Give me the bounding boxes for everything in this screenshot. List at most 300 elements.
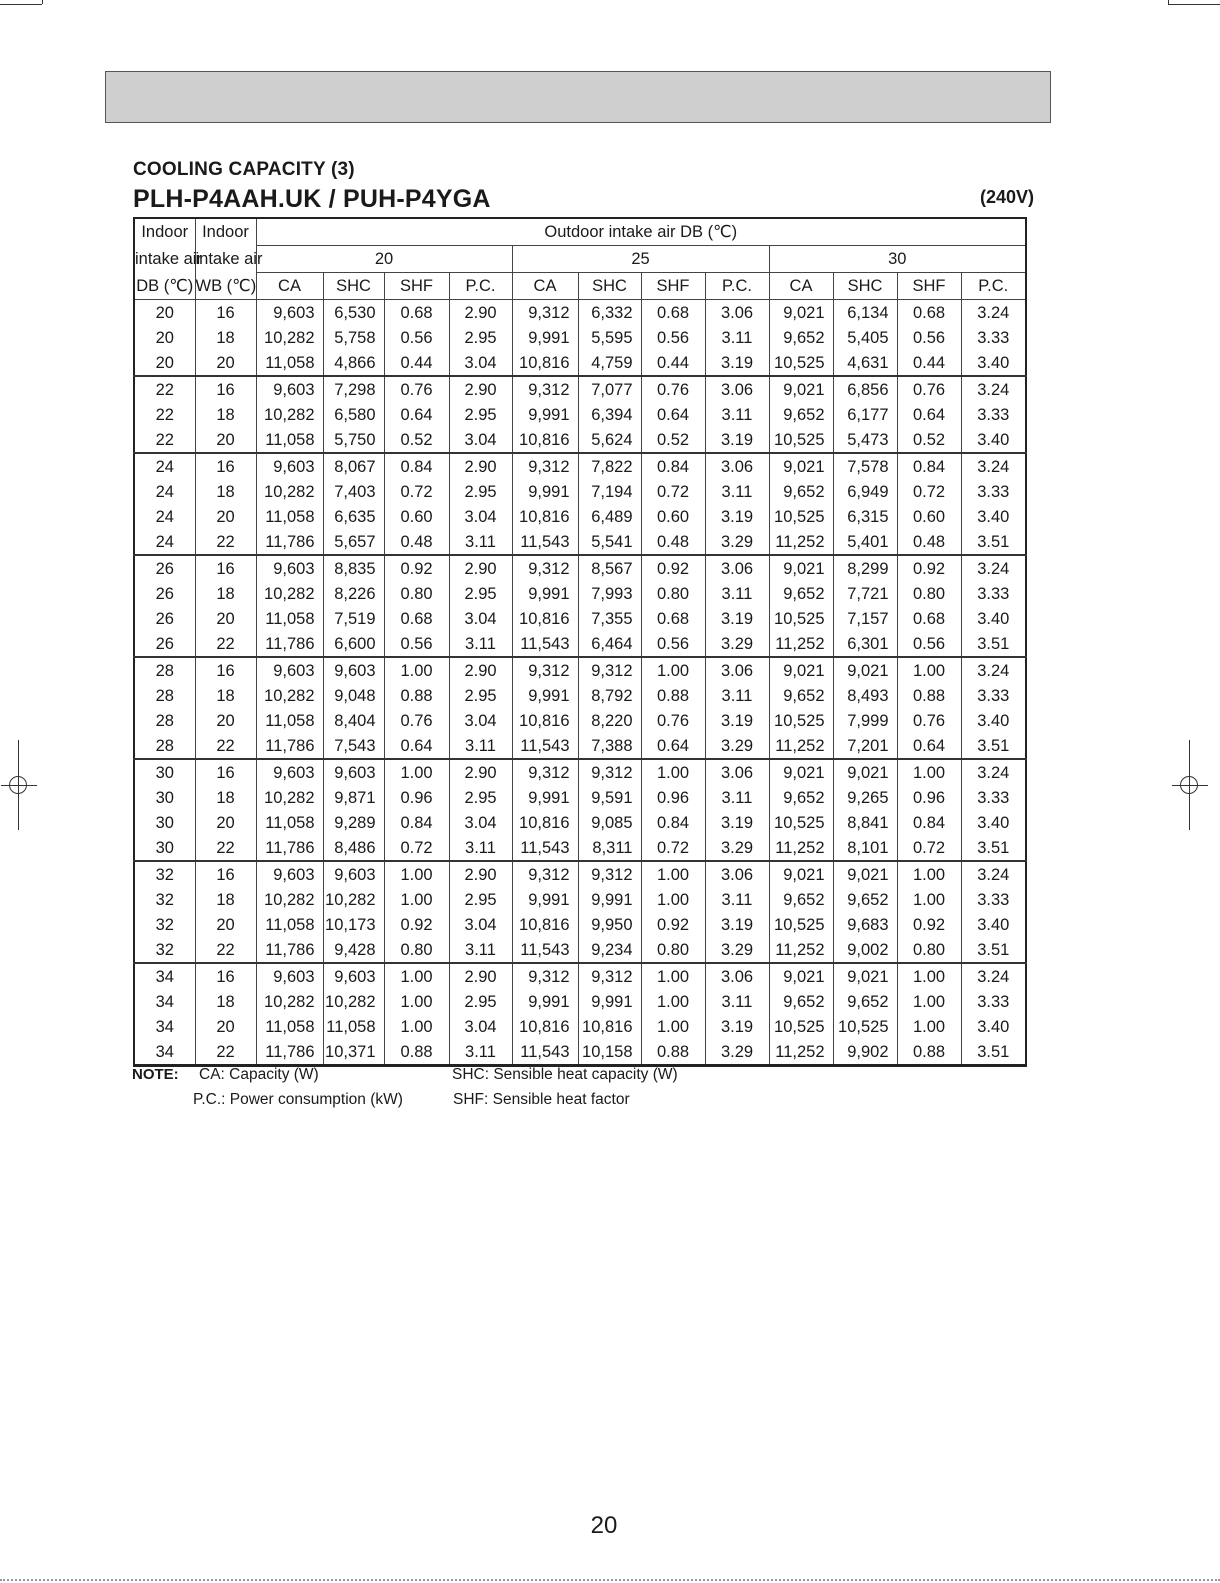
ca-cell: 10,282 bbox=[256, 325, 323, 350]
shf-cell: 0.88 bbox=[641, 683, 705, 708]
shc-cell: 8,792 bbox=[578, 683, 641, 708]
shf-cell: 0.96 bbox=[641, 785, 705, 810]
shc-cell: 6,600 bbox=[323, 631, 384, 657]
shc-cell: 10,816 bbox=[578, 1014, 641, 1039]
shf-cell: 0.76 bbox=[384, 376, 449, 402]
crop-mark-top-right bbox=[1168, 4, 1220, 5]
shf-cell: 1.00 bbox=[897, 657, 961, 683]
note-shc: SHC: Sensible heat capacity (W) bbox=[452, 1066, 678, 1083]
ca-cell: 10,282 bbox=[256, 479, 323, 504]
sub-header-ca-30: CA bbox=[769, 273, 833, 300]
bottom-dotted-line bbox=[0, 1579, 1220, 1581]
indoor-wb-cell: 22 bbox=[195, 631, 256, 657]
sub-header-shf-20: SHF bbox=[384, 273, 449, 300]
shc-cell: 7,519 bbox=[323, 606, 384, 631]
table-row bbox=[134, 325, 1026, 350]
indoor-db-cell: 30 bbox=[134, 835, 195, 861]
shc-cell: 8,101 bbox=[833, 835, 897, 861]
shc-cell: 9,021 bbox=[833, 861, 897, 887]
ca-cell: 11,786 bbox=[256, 835, 323, 861]
ca-cell: 9,603 bbox=[256, 453, 323, 479]
shf-cell: 0.88 bbox=[384, 1039, 449, 1066]
shc-cell: 9,603 bbox=[323, 759, 384, 785]
indoor-db-cell: 30 bbox=[134, 810, 195, 835]
shc-cell: 8,067 bbox=[323, 453, 384, 479]
shf-cell: 0.80 bbox=[897, 937, 961, 963]
indoor-wb-cell: 18 bbox=[195, 683, 256, 708]
shc-cell: 9,603 bbox=[323, 861, 384, 887]
indoor-db-cell: 24 bbox=[134, 504, 195, 529]
indoor-db-cell: 20 bbox=[134, 325, 195, 350]
shf-cell: 0.76 bbox=[897, 376, 961, 402]
ca-cell: 10,282 bbox=[256, 989, 323, 1014]
table-row bbox=[134, 350, 1026, 376]
pc-cell: 2.95 bbox=[449, 887, 512, 912]
shf-cell: 1.00 bbox=[897, 759, 961, 785]
ca-cell: 9,652 bbox=[769, 785, 833, 810]
table-row bbox=[134, 529, 1026, 555]
shc-cell: 7,388 bbox=[578, 733, 641, 759]
shc-cell: 6,856 bbox=[833, 376, 897, 402]
shc-cell: 5,624 bbox=[578, 427, 641, 453]
shc-cell: 9,021 bbox=[833, 963, 897, 989]
ca-cell: 11,252 bbox=[769, 631, 833, 657]
pc-cell: 2.90 bbox=[449, 555, 512, 581]
shc-cell: 9,312 bbox=[578, 759, 641, 785]
ca-cell: 9,603 bbox=[256, 963, 323, 989]
table-row bbox=[134, 759, 1026, 785]
shf-cell: 1.00 bbox=[384, 657, 449, 683]
ca-cell: 9,021 bbox=[769, 759, 833, 785]
ca-cell: 9,021 bbox=[769, 861, 833, 887]
ca-cell: 10,525 bbox=[769, 504, 833, 529]
shc-cell: 6,134 bbox=[833, 300, 897, 326]
table-row bbox=[134, 963, 1026, 989]
ca-cell: 11,786 bbox=[256, 733, 323, 759]
voltage-label: (240V) bbox=[979, 187, 1034, 207]
shf-cell: 0.64 bbox=[384, 733, 449, 759]
shc-cell: 9,991 bbox=[578, 989, 641, 1014]
shf-cell: 0.44 bbox=[641, 350, 705, 376]
table-row bbox=[134, 581, 1026, 606]
pc-cell: 2.95 bbox=[449, 402, 512, 427]
pc-cell: 2.90 bbox=[449, 861, 512, 887]
ca-cell: 9,603 bbox=[256, 376, 323, 402]
table-row bbox=[134, 453, 1026, 479]
outdoor-temp-30: 30 bbox=[769, 246, 1026, 273]
table-row bbox=[134, 504, 1026, 529]
shf-cell: 1.00 bbox=[897, 963, 961, 989]
ca-cell: 10,816 bbox=[512, 350, 578, 376]
indoor-wb-cell: 20 bbox=[195, 350, 256, 376]
shc-cell: 8,567 bbox=[578, 555, 641, 581]
shf-cell: 0.96 bbox=[897, 785, 961, 810]
registration-mark-right bbox=[1172, 768, 1208, 804]
shc-cell: 9,950 bbox=[578, 912, 641, 937]
shf-cell: 0.84 bbox=[384, 810, 449, 835]
indoor-db-cell: 28 bbox=[134, 657, 195, 683]
shf-cell: 1.00 bbox=[384, 887, 449, 912]
shf-cell: 0.72 bbox=[384, 479, 449, 504]
indoor-wb-cell: 18 bbox=[195, 402, 256, 427]
pc-cell: 3.19 bbox=[705, 810, 769, 835]
ca-cell: 11,786 bbox=[256, 631, 323, 657]
table-row bbox=[134, 300, 1026, 326]
shf-cell: 0.92 bbox=[641, 555, 705, 581]
shc-cell: 6,315 bbox=[833, 504, 897, 529]
sub-header-pc-30: P.C. bbox=[961, 273, 1026, 300]
shf-cell: 0.84 bbox=[897, 810, 961, 835]
shf-cell: 0.72 bbox=[897, 479, 961, 504]
shc-cell: 4,866 bbox=[323, 350, 384, 376]
shf-cell: 1.00 bbox=[897, 989, 961, 1014]
ca-cell: 9,312 bbox=[512, 376, 578, 402]
pc-cell: 3.04 bbox=[449, 350, 512, 376]
shc-cell: 9,312 bbox=[578, 963, 641, 989]
indoor-wb-cell: 20 bbox=[195, 1014, 256, 1039]
sub-header-shf-25: SHF bbox=[641, 273, 705, 300]
table-row bbox=[134, 937, 1026, 963]
crop-mark-top-left bbox=[0, 4, 42, 5]
shc-cell: 9,991 bbox=[578, 887, 641, 912]
shf-cell: 0.56 bbox=[641, 325, 705, 350]
pc-cell: 2.90 bbox=[449, 376, 512, 402]
shc-cell: 6,301 bbox=[833, 631, 897, 657]
ca-cell: 9,991 bbox=[512, 785, 578, 810]
ca-cell: 9,021 bbox=[769, 963, 833, 989]
pc-cell: 2.90 bbox=[449, 657, 512, 683]
ca-cell: 11,543 bbox=[512, 835, 578, 861]
pc-cell: 3.06 bbox=[705, 453, 769, 479]
pc-cell: 3.40 bbox=[961, 504, 1026, 529]
ca-cell: 9,312 bbox=[512, 861, 578, 887]
crop-mark-top-right-v bbox=[1168, 0, 1169, 4]
pc-cell: 3.04 bbox=[449, 504, 512, 529]
shc-cell: 9,312 bbox=[578, 657, 641, 683]
indoor-wb-cell: 16 bbox=[195, 963, 256, 989]
shc-cell: 9,002 bbox=[833, 937, 897, 963]
ca-cell: 9,991 bbox=[512, 402, 578, 427]
shc-cell: 8,311 bbox=[578, 835, 641, 861]
shf-cell: 0.92 bbox=[641, 912, 705, 937]
ca-cell: 9,603 bbox=[256, 300, 323, 326]
pc-cell: 3.51 bbox=[961, 631, 1026, 657]
ca-cell: 10,525 bbox=[769, 912, 833, 937]
shc-cell: 9,871 bbox=[323, 785, 384, 810]
indoor-wb-cell: 18 bbox=[195, 785, 256, 810]
shc-cell: 6,489 bbox=[578, 504, 641, 529]
shc-cell: 10,371 bbox=[323, 1039, 384, 1066]
ca-cell: 9,312 bbox=[512, 555, 578, 581]
ca-cell: 11,058 bbox=[256, 350, 323, 376]
ca-cell: 9,652 bbox=[769, 683, 833, 708]
pc-cell: 3.33 bbox=[961, 887, 1026, 912]
indoor-wb-cell: 16 bbox=[195, 759, 256, 785]
indoor-db-cell: 34 bbox=[134, 1014, 195, 1039]
indoor-wb-cell: 18 bbox=[195, 887, 256, 912]
indoor-db-header-line3: DB (℃) bbox=[134, 273, 195, 300]
ca-cell: 9,603 bbox=[256, 555, 323, 581]
shf-cell: 0.64 bbox=[897, 402, 961, 427]
shc-cell: 8,493 bbox=[833, 683, 897, 708]
table-row bbox=[134, 606, 1026, 631]
pc-cell: 3.24 bbox=[961, 300, 1026, 326]
note-shf: SHF: Sensible heat factor bbox=[453, 1091, 630, 1108]
ca-cell: 9,991 bbox=[512, 479, 578, 504]
indoor-db-cell: 22 bbox=[134, 376, 195, 402]
pc-cell: 3.51 bbox=[961, 937, 1026, 963]
shf-cell: 0.64 bbox=[641, 733, 705, 759]
pc-cell: 3.04 bbox=[449, 427, 512, 453]
ca-cell: 9,991 bbox=[512, 683, 578, 708]
shf-cell: 1.00 bbox=[897, 1014, 961, 1039]
table-row bbox=[134, 402, 1026, 427]
ca-cell: 9,991 bbox=[512, 989, 578, 1014]
shc-cell: 10,282 bbox=[323, 887, 384, 912]
shf-cell: 0.68 bbox=[897, 300, 961, 326]
shc-cell: 8,226 bbox=[323, 581, 384, 606]
sub-header-pc-20: P.C. bbox=[449, 273, 512, 300]
sub-header-ca-25: CA bbox=[512, 273, 578, 300]
ca-cell: 9,021 bbox=[769, 376, 833, 402]
pc-cell: 2.95 bbox=[449, 683, 512, 708]
sub-header-shf-30: SHF bbox=[897, 273, 961, 300]
pc-cell: 3.40 bbox=[961, 1014, 1026, 1039]
indoor-wb-cell: 18 bbox=[195, 325, 256, 350]
ca-cell: 11,786 bbox=[256, 1039, 323, 1066]
ca-cell: 10,525 bbox=[769, 810, 833, 835]
shf-cell: 0.64 bbox=[641, 402, 705, 427]
shc-cell: 6,530 bbox=[323, 300, 384, 326]
indoor-wb-cell: 16 bbox=[195, 453, 256, 479]
indoor-wb-cell: 18 bbox=[195, 989, 256, 1014]
indoor-db-cell: 28 bbox=[134, 733, 195, 759]
shc-cell: 7,194 bbox=[578, 479, 641, 504]
shf-cell: 0.84 bbox=[641, 453, 705, 479]
shf-cell: 0.76 bbox=[641, 376, 705, 402]
pc-cell: 3.11 bbox=[449, 733, 512, 759]
shf-cell: 0.48 bbox=[641, 529, 705, 555]
pc-cell: 3.40 bbox=[961, 427, 1026, 453]
ca-cell: 9,312 bbox=[512, 657, 578, 683]
shf-cell: 0.64 bbox=[897, 733, 961, 759]
pc-cell: 3.40 bbox=[961, 350, 1026, 376]
pc-cell: 3.40 bbox=[961, 912, 1026, 937]
shf-cell: 0.56 bbox=[897, 325, 961, 350]
indoor-wb-cell: 22 bbox=[195, 733, 256, 759]
table-row bbox=[134, 555, 1026, 581]
pc-cell: 3.04 bbox=[449, 810, 512, 835]
ca-cell: 9,991 bbox=[512, 325, 578, 350]
ca-cell: 10,282 bbox=[256, 785, 323, 810]
pc-cell: 3.29 bbox=[705, 529, 769, 555]
indoor-wb-cell: 18 bbox=[195, 479, 256, 504]
pc-cell: 3.11 bbox=[705, 479, 769, 504]
shc-cell: 7,201 bbox=[833, 733, 897, 759]
indoor-wb-cell: 18 bbox=[195, 581, 256, 606]
ca-cell: 10,525 bbox=[769, 606, 833, 631]
sub-header-ca-20: CA bbox=[256, 273, 323, 300]
ca-cell: 11,252 bbox=[769, 1039, 833, 1066]
sub-header-shc-25: SHC bbox=[578, 273, 641, 300]
pc-cell: 3.29 bbox=[705, 733, 769, 759]
shc-cell: 9,289 bbox=[323, 810, 384, 835]
shc-cell: 6,464 bbox=[578, 631, 641, 657]
table-row bbox=[134, 785, 1026, 810]
pc-cell: 3.24 bbox=[961, 453, 1026, 479]
shf-cell: 0.80 bbox=[641, 937, 705, 963]
shf-cell: 1.00 bbox=[384, 861, 449, 887]
shc-cell: 6,580 bbox=[323, 402, 384, 427]
pc-cell: 3.06 bbox=[705, 759, 769, 785]
pc-cell: 3.24 bbox=[961, 657, 1026, 683]
shc-cell: 9,603 bbox=[323, 963, 384, 989]
table-row bbox=[134, 683, 1026, 708]
shf-cell: 0.88 bbox=[897, 683, 961, 708]
shc-cell: 8,486 bbox=[323, 835, 384, 861]
shf-cell: 0.56 bbox=[384, 631, 449, 657]
table-row bbox=[134, 376, 1026, 402]
ca-cell: 11,543 bbox=[512, 733, 578, 759]
shc-cell: 7,822 bbox=[578, 453, 641, 479]
shf-cell: 0.88 bbox=[897, 1039, 961, 1066]
indoor-db-cell: 22 bbox=[134, 402, 195, 427]
shc-cell: 4,631 bbox=[833, 350, 897, 376]
indoor-db-cell: 34 bbox=[134, 963, 195, 989]
shc-cell: 9,652 bbox=[833, 989, 897, 1014]
ca-cell: 11,786 bbox=[256, 529, 323, 555]
shc-cell: 7,578 bbox=[833, 453, 897, 479]
ca-cell: 10,282 bbox=[256, 581, 323, 606]
shc-cell: 6,394 bbox=[578, 402, 641, 427]
shc-cell: 5,405 bbox=[833, 325, 897, 350]
pc-cell: 3.19 bbox=[705, 504, 769, 529]
pc-cell: 2.95 bbox=[449, 479, 512, 504]
ca-cell: 11,543 bbox=[512, 1039, 578, 1066]
indoor-db-cell: 28 bbox=[134, 708, 195, 733]
ca-cell: 9,652 bbox=[769, 479, 833, 504]
pc-cell: 3.24 bbox=[961, 376, 1026, 402]
ca-cell: 9,991 bbox=[512, 581, 578, 606]
shc-cell: 9,683 bbox=[833, 912, 897, 937]
indoor-wb-cell: 22 bbox=[195, 937, 256, 963]
indoor-wb-header-line1: Indoor bbox=[195, 218, 256, 246]
indoor-wb-cell: 20 bbox=[195, 810, 256, 835]
ca-cell: 10,816 bbox=[512, 708, 578, 733]
pc-cell: 3.04 bbox=[449, 606, 512, 631]
indoor-db-cell: 28 bbox=[134, 683, 195, 708]
shc-cell: 11,058 bbox=[323, 1014, 384, 1039]
pc-cell: 2.95 bbox=[449, 989, 512, 1014]
indoor-wb-cell: 22 bbox=[195, 835, 256, 861]
table-row bbox=[134, 733, 1026, 759]
shc-cell: 5,401 bbox=[833, 529, 897, 555]
shf-cell: 1.00 bbox=[384, 963, 449, 989]
registration-mark-left bbox=[1, 768, 37, 804]
table-row bbox=[134, 989, 1026, 1014]
header-bar bbox=[105, 71, 1051, 123]
pc-cell: 3.51 bbox=[961, 1039, 1026, 1066]
ca-cell: 10,525 bbox=[769, 427, 833, 453]
pc-cell: 3.51 bbox=[961, 835, 1026, 861]
pc-cell: 2.95 bbox=[449, 785, 512, 810]
indoor-db-cell: 32 bbox=[134, 861, 195, 887]
shf-cell: 0.60 bbox=[641, 504, 705, 529]
ca-cell: 10,816 bbox=[512, 810, 578, 835]
shf-cell: 1.00 bbox=[897, 861, 961, 887]
ca-cell: 9,652 bbox=[769, 989, 833, 1014]
shf-cell: 0.92 bbox=[384, 555, 449, 581]
model-title: PLH-P4AAH.UK / PUH-P4YGA bbox=[133, 185, 491, 213]
ca-cell: 10,525 bbox=[769, 1014, 833, 1039]
indoor-db-header-line2: intake air bbox=[134, 246, 195, 273]
indoor-db-cell: 26 bbox=[134, 631, 195, 657]
ca-cell: 9,312 bbox=[512, 453, 578, 479]
shc-cell: 4,759 bbox=[578, 350, 641, 376]
section-subtitle: COOLING CAPACITY (3) bbox=[133, 159, 355, 180]
shf-cell: 0.84 bbox=[641, 810, 705, 835]
pc-cell: 3.06 bbox=[705, 555, 769, 581]
ca-cell: 10,282 bbox=[256, 402, 323, 427]
pc-cell: 3.19 bbox=[705, 427, 769, 453]
pc-cell: 3.06 bbox=[705, 861, 769, 887]
shc-cell: 6,332 bbox=[578, 300, 641, 326]
pc-cell: 3.19 bbox=[705, 1014, 769, 1039]
shf-cell: 0.68 bbox=[384, 606, 449, 631]
shc-cell: 9,428 bbox=[323, 937, 384, 963]
shf-cell: 0.52 bbox=[384, 427, 449, 453]
table-row bbox=[134, 835, 1026, 861]
shf-cell: 1.00 bbox=[641, 861, 705, 887]
ca-cell: 9,652 bbox=[769, 887, 833, 912]
shf-cell: 0.68 bbox=[897, 606, 961, 631]
pc-cell: 3.06 bbox=[705, 300, 769, 326]
table-row bbox=[134, 861, 1026, 887]
table-row bbox=[134, 912, 1026, 937]
shf-cell: 0.80 bbox=[384, 581, 449, 606]
indoor-db-cell: 26 bbox=[134, 606, 195, 631]
shf-cell: 0.88 bbox=[384, 683, 449, 708]
shc-cell: 7,721 bbox=[833, 581, 897, 606]
ca-cell: 9,021 bbox=[769, 555, 833, 581]
indoor-db-cell: 22 bbox=[134, 427, 195, 453]
pc-cell: 3.11 bbox=[449, 529, 512, 555]
shf-cell: 0.56 bbox=[897, 631, 961, 657]
ca-cell: 9,312 bbox=[512, 759, 578, 785]
pc-cell: 3.11 bbox=[449, 631, 512, 657]
shc-cell: 9,021 bbox=[833, 759, 897, 785]
table-row bbox=[134, 1039, 1026, 1066]
table-row bbox=[134, 708, 1026, 733]
pc-cell: 3.51 bbox=[961, 529, 1026, 555]
pc-cell: 3.11 bbox=[705, 887, 769, 912]
shc-cell: 8,841 bbox=[833, 810, 897, 835]
shf-cell: 0.60 bbox=[897, 504, 961, 529]
ca-cell: 10,816 bbox=[512, 427, 578, 453]
pc-cell: 3.04 bbox=[449, 912, 512, 937]
pc-cell: 3.24 bbox=[961, 861, 1026, 887]
indoor-wb-header-line3: WB (℃) bbox=[195, 273, 256, 300]
cooling-capacity-table bbox=[133, 217, 1027, 1067]
indoor-db-cell: 32 bbox=[134, 937, 195, 963]
shf-cell: 0.84 bbox=[897, 453, 961, 479]
pc-cell: 3.19 bbox=[705, 606, 769, 631]
shf-cell: 0.80 bbox=[897, 581, 961, 606]
pc-cell: 3.33 bbox=[961, 683, 1026, 708]
shc-cell: 9,652 bbox=[833, 887, 897, 912]
shf-cell: 0.56 bbox=[384, 325, 449, 350]
indoor-db-cell: 20 bbox=[134, 300, 195, 326]
